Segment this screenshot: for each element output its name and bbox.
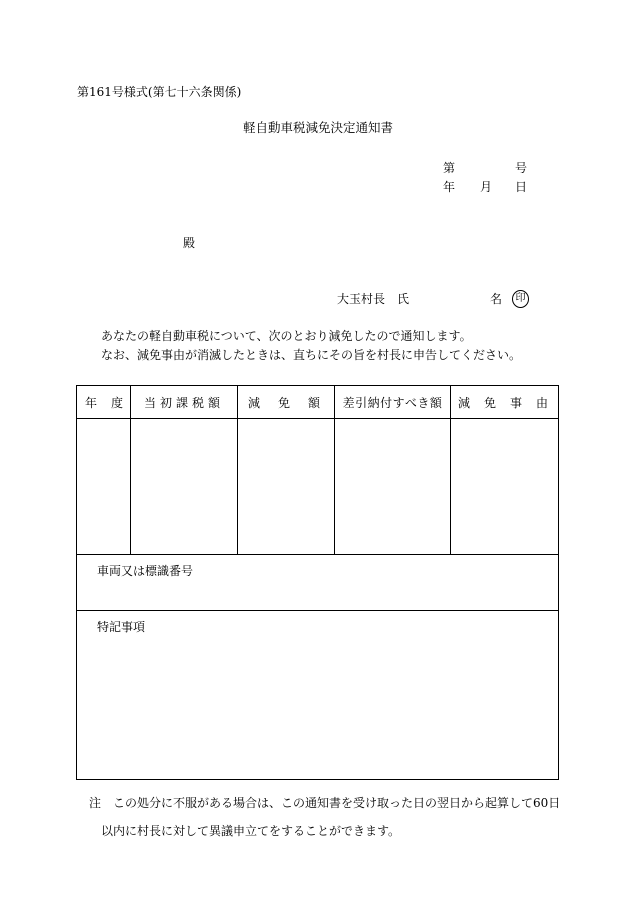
table-data-row: [77, 419, 559, 555]
header-fiscal-year: 年度: [77, 386, 131, 419]
body-paragraph-1: あなたの軽自動車税について、次のとおり減免したので通知します。: [101, 329, 472, 343]
date-month-label: 月: [480, 180, 493, 194]
footnote-line-2: 以内に村長に対して異議申立てをすることができます。: [101, 824, 401, 838]
special-notes-cell: [77, 611, 559, 780]
seal-mark: 印: [512, 290, 529, 308]
notice-number-suffix: 号: [515, 161, 528, 175]
issuer-title: 大玉村長 氏: [337, 292, 410, 306]
body-paragraph-2: なお、減免事由が消滅したときは、直ちにその旨を村長に申告してください。: [101, 348, 522, 362]
header-net-payable-amount: 差引納付すべき額: [335, 386, 451, 419]
vehicle-number-row: [77, 555, 559, 611]
cell-fiscal-year: [77, 419, 131, 555]
issuer-name-label: 名: [490, 292, 503, 306]
date-year-label: 年: [443, 180, 456, 194]
document-title: 軽自動車税減免決定通知書: [243, 120, 394, 135]
special-notes-row: [77, 611, 559, 780]
cell-initial-tax-amount: [131, 419, 238, 555]
vehicle-number-label: 車両又は標識番号: [97, 564, 194, 578]
header-initial-tax-amount: 当初課税額: [131, 386, 238, 419]
vehicle-number-cell: [77, 555, 559, 611]
cell-net-payable-amount: [335, 419, 451, 555]
addressee-honorific: 殿: [183, 236, 196, 250]
special-notes-label: 特記事項: [97, 620, 146, 634]
footnote-line-1: 注 この処分に不服がある場合は、この通知書を受け取った日の翌日から起算して60日: [89, 796, 561, 810]
form-number: 第161号様式(第七十六条関係): [77, 85, 242, 99]
reduction-table: [76, 385, 563, 780]
notice-number-prefix: 第: [443, 161, 456, 175]
cell-reduction-reason: [451, 419, 559, 555]
table-header-row: [77, 386, 559, 419]
cell-reduction-amount: [238, 419, 335, 555]
header-reduction-reason: 減免事由: [451, 386, 559, 419]
header-reduction-amount: 減免額: [238, 386, 335, 419]
date-day-label: 日: [515, 180, 528, 194]
